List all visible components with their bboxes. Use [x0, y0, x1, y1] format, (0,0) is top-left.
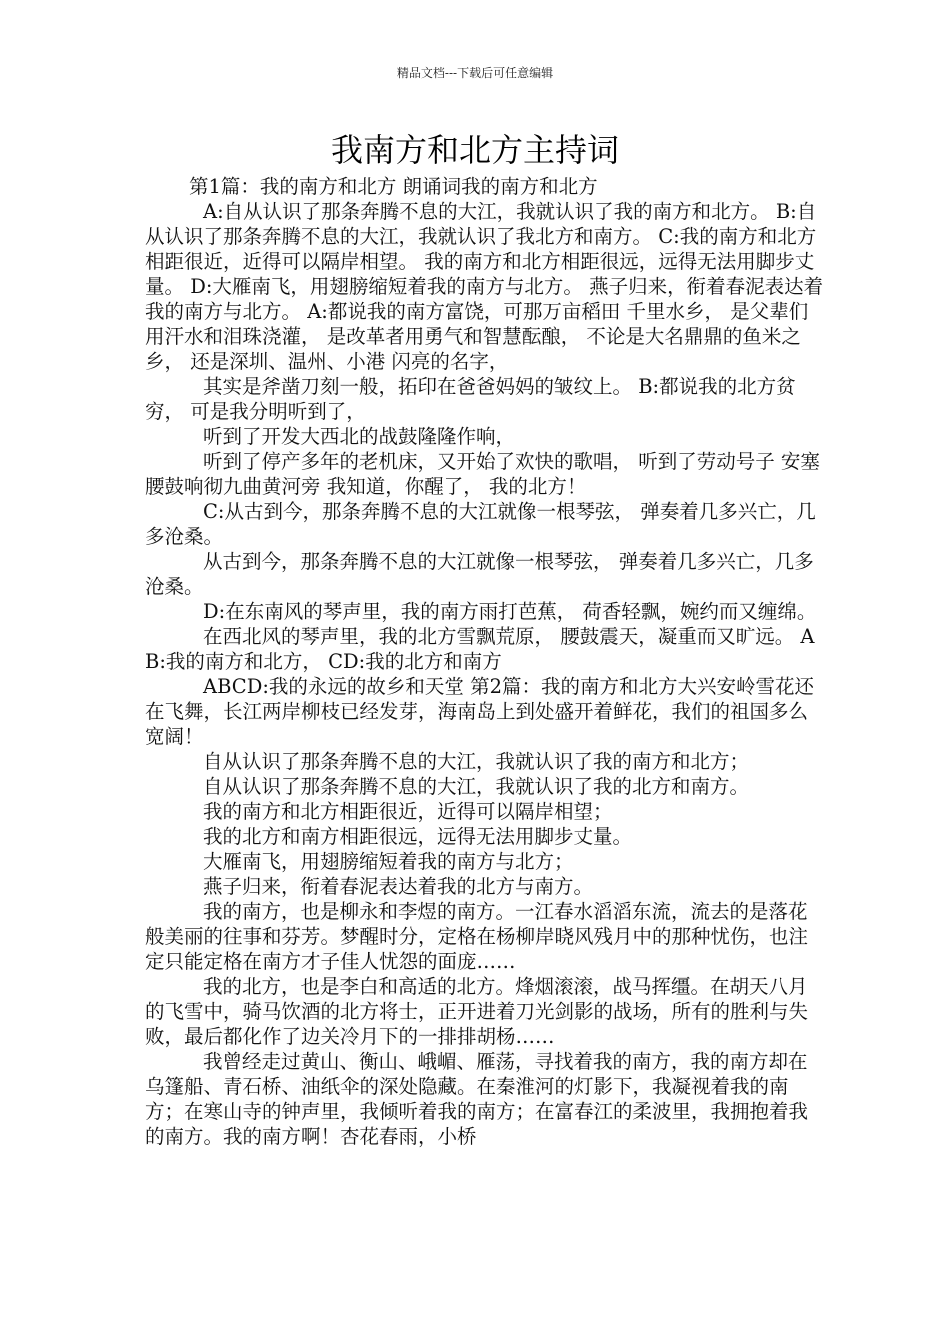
paragraph: 其实是斧凿刀刻一般，拓印在爸爸妈妈的皱纹上。 B:都说我的北方贫穷， 可是我分明听到了， — [145, 375, 796, 423]
paragraph: C:从古到今，那条奔腾不息的大江就像一根琴弦， 弹奏着几多兴亡，几多沧桑。 — [145, 500, 816, 548]
paragraph: 我曾经走过黄山、衡山、峨嵋、雁荡，寻找着我的南方，我的南方却在乌篷船、青石桥、油纸伞的深处隐藏。在秦淮河的灯影下，我凝视着我的南方；在寒山寺的钟声里，我倾听着我的南方；在富春江的柔波里，我拥抱着我的南方。我的南方啊！杏花春雨，小桥 — [145, 1050, 809, 1148]
paragraph: 我的北方和南方相距很远，远得无法用脚步丈量。 — [203, 825, 633, 848]
paragraph: 我的南方，也是柳永和李煜的南方。一江春水滔滔东流，流去的是落花般美丽的往事和芬芳。梦醒时分，定格在杨柳岸晓风残月中的那种忧伤，也注定只能定格在南方才子佳人忧怨的面庞…… — [145, 900, 809, 973]
paragraph: 听到了停产多年的老机床，又开始了欢快的歌唱， 听到了劳动号子 安塞腰鼓响彻九曲黄河旁 我知道，你醒了， 我的北方！ — [145, 450, 820, 498]
paragraph: 自从认识了那条奔腾不息的大江，我就认识了我的北方和南方。 — [203, 775, 750, 798]
paragraph: ABCD:我的永远的故乡和天堂 第2篇：我的南方和北方大兴安岭雪花还在飞舞，长江两岸柳枝已经发芽，海南岛上到处盛开着鲜花，我们的祖国多么宽阔！ — [145, 675, 815, 748]
page-header: 精品文档---下载后可任意编辑 — [396, 66, 554, 80]
paragraph: 第1篇：我的南方和北方 朗诵词我的南方和北方 — [189, 175, 598, 198]
paragraph: 在西北风的琴声里，我的北方雪飘荒原， 腰鼓震天，凝重而又旷远。 AB:我的南方和北方， CD:我的北方和南方 — [145, 625, 815, 673]
paragraph: 听到了开发大西北的战鼓隆隆作响， — [203, 425, 516, 448]
paragraph: 大雁南飞，用翅膀缩短着我的南方与北方； — [203, 850, 574, 873]
paragraph: 从古到今，那条奔腾不息的大江就像一根琴弦， 弹奏着几多兴亡，几多沧桑。 — [145, 550, 814, 598]
paragraph: D:在东南风的琴声里，我的南方雨打芭蕉， 荷香轻飘，婉约而又缠绵。 — [203, 600, 817, 623]
paragraph: 自从认识了那条奔腾不息的大江，我就认识了我的南方和北方； — [203, 750, 750, 773]
paragraph: A:自从认识了那条奔腾不息的大江，我就认识了我的南方和北方。 B:自从认识了那条奔腾不息的大江，我就认识了我北方和南方。 C:我的南方和北方相距很近，近得可以隔岸相望。 我的南方和北方相距很远，远得无法用脚步丈量。 D:大雁南飞，用翅膀缩短着我的南方与北方。 燕子归来，衔着春泥表达着我的南方与北方。 A:都说我的南方富饶，可那万亩稻田 千里水乡， 是父辈们用汗水和泪珠浇灌， 是改革者用勇气和智慧酝酿， 不论是大名鼎鼎的鱼米之乡， 还是深圳、温州、小港 闪亮的名字， — [145, 200, 824, 373]
paragraph: 我的南方和北方相距很近，近得可以隔岸相望； — [203, 800, 613, 823]
paragraph: 燕子归来，衔着春泥表达着我的北方与南方。 — [203, 875, 594, 898]
paragraph: 我的北方，也是李白和高适的北方。烽烟滚滚，战马挥缰。在胡天八月的飞雪中，骑马饮酒的北方将士，正开进着刀光剑影的战场，所有的胜利与失败，最后都化作了边关冷月下的一排排胡杨…… — [145, 975, 809, 1048]
document-body — [145, 174, 825, 1149]
document-title: 我南方和北方主持词 — [330, 131, 619, 169]
